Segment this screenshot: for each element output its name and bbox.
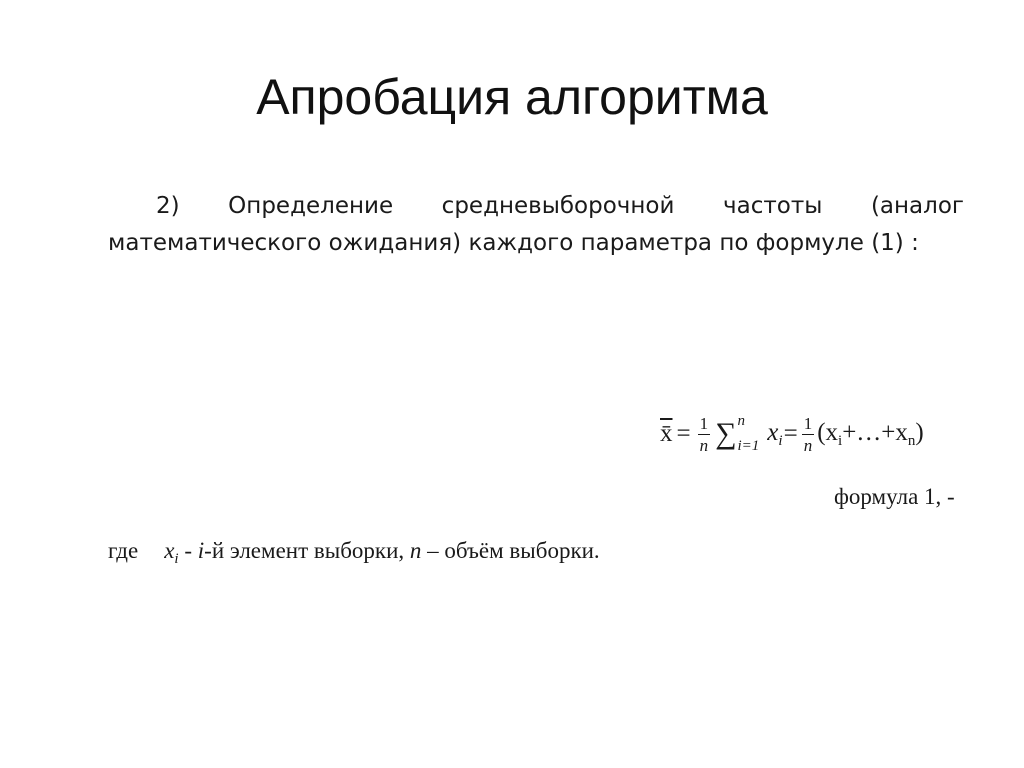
where-volume-text: – объём выборки. (421, 538, 600, 563)
where-variable-subscript: i (174, 551, 179, 567)
body-paragraph: 2) Определение средневыборочной частоты (аналог математического ожидания) каждого параметра по формуле (1) : (108, 193, 964, 256)
formula-label: формула 1, - (834, 484, 955, 509)
fraction-denominator: n (699, 435, 709, 455)
formula-term (767, 419, 782, 450)
fraction-2-denominator: n (803, 435, 813, 455)
where-dash: - (178, 538, 198, 563)
fraction-numerator: 1 (699, 413, 709, 433)
formula-fraction (698, 415, 711, 454)
formula-equals-2: = (783, 420, 798, 447)
formula-lhs: x̄ (660, 420, 673, 447)
formula-sum (715, 414, 759, 454)
where-n: n (409, 538, 422, 563)
term-subscript: i (778, 432, 783, 449)
where-element-text: -й элемент выборки, (204, 538, 410, 563)
sum-sign: ∑ (715, 417, 737, 450)
where-variable: x (164, 538, 175, 563)
formula-equals: = (676, 420, 691, 447)
slide-title: Апробация алгоритма (256, 69, 768, 125)
sum-lower-limit: i=1 (737, 438, 760, 454)
sum-upper-limit: n (737, 413, 745, 429)
mean-formula (660, 404, 924, 464)
formula-paren-expression: $(x_i+\dots+x_n)$ (817, 418, 924, 449)
fraction-2-numerator: 1 (803, 413, 813, 433)
formula-fraction-2 (802, 415, 815, 454)
sum-limits (738, 414, 760, 454)
where-i: i (197, 538, 205, 563)
where-explanation (108, 538, 600, 568)
term-variable: x (767, 418, 779, 446)
where-word: где (108, 538, 139, 563)
